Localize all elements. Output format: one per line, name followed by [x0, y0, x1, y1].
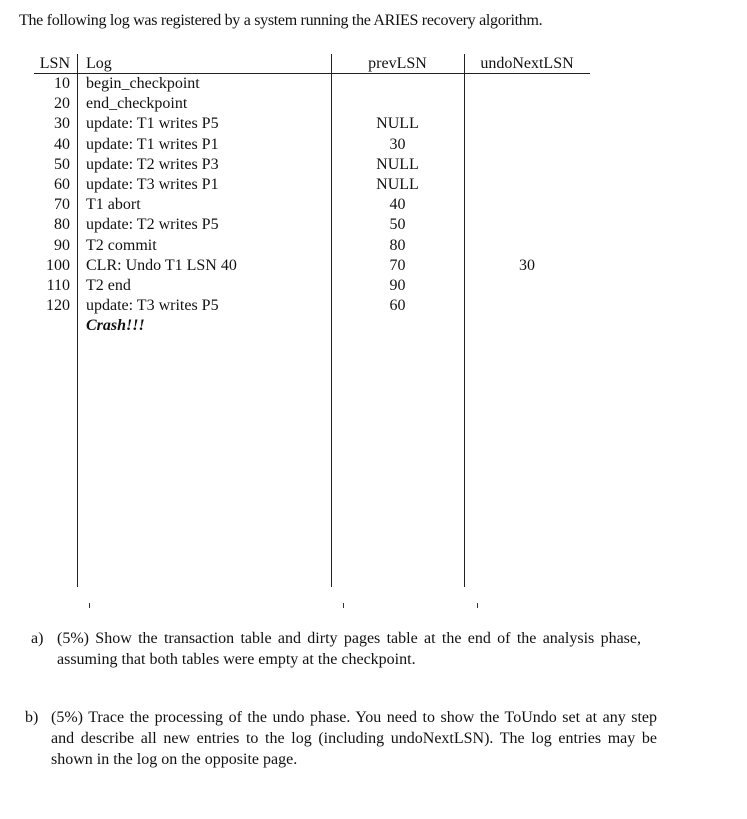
cell-log: update: T2 writes P5 [86, 216, 219, 234]
header-lsn: LSN [39, 55, 70, 72]
cell-prevlsn: 30 [389, 135, 406, 153]
cell-log: T1 abort [86, 196, 141, 214]
cell-log: update: T1 writes P5 [86, 115, 219, 133]
cell-log: CLR: Undo T1 LSN 40 [86, 256, 237, 274]
column-tick-mark [477, 603, 478, 608]
cell-undonextlsn: 30 [519, 256, 535, 274]
cell-log: update: T3 writes P5 [86, 297, 219, 315]
table-row [0, 175, 747, 195]
cell-log: update: T2 writes P3 [86, 155, 219, 173]
cell-lsn: 50 [54, 155, 70, 173]
column-tick-mark [343, 603, 344, 608]
table-row [0, 256, 747, 276]
header-prevlsn: prevLSN [368, 55, 427, 72]
intro-text: The following log was registered by a system running the ARIES recovery algorithm. [19, 12, 543, 29]
table-row [0, 94, 747, 114]
column-tick-mark [89, 603, 90, 608]
cell-log: end_checkpoint [86, 95, 188, 113]
cell-prevlsn: NULL [376, 115, 419, 133]
table-row [0, 236, 747, 256]
cell-lsn: 110 [46, 276, 70, 294]
question-a-text: (5%) Show the transaction table and dirty pages table at the end of the analysis phase, assuming that both tables were empty at the checkpoint. [57, 630, 641, 668]
table-row [0, 215, 747, 235]
cell-prevlsn: 50 [389, 216, 406, 234]
cell-log: update: T1 writes P1 [86, 135, 219, 153]
cell-prevlsn: NULL [376, 175, 419, 193]
table-row [0, 296, 747, 316]
table-row [0, 135, 747, 155]
cell-log: T2 end [86, 276, 131, 294]
question-a-label: a) [31, 630, 44, 647]
cell-lsn: 30 [54, 115, 70, 133]
crash-marker: Crash!!! [86, 317, 145, 334]
cell-log: T2 commit [86, 236, 157, 254]
cell-lsn: 20 [54, 95, 70, 113]
cell-lsn: 10 [54, 75, 70, 92]
cell-lsn: 70 [54, 196, 70, 214]
table-row [0, 74, 747, 94]
header-log: Log [86, 55, 112, 72]
question-b-label: b) [25, 709, 39, 726]
cell-prevlsn: 60 [389, 297, 406, 315]
table-row [0, 276, 747, 296]
cell-prevlsn: 80 [389, 236, 406, 254]
cell-log: begin_checkpoint [86, 75, 200, 92]
header-undonextlsn: undoNextLSN [480, 55, 574, 72]
table-row [0, 114, 747, 134]
cell-lsn: 120 [46, 297, 70, 315]
cell-lsn: 80 [54, 216, 70, 234]
question-b-text: (5%) Trace the processing of the undo phase. You need to show the ToUndo set at any step and describe all new entries to the log (including undoNextLSN). The log entries may be shown in the log on the opposite page. [51, 709, 657, 768]
log-rows [0, 74, 747, 316]
cell-prevlsn: NULL [376, 155, 419, 173]
cell-lsn: 60 [54, 175, 70, 193]
cell-lsn: 40 [54, 135, 70, 153]
table-row [0, 195, 747, 215]
table-row [0, 155, 747, 175]
cell-prevlsn: 40 [389, 196, 406, 214]
cell-prevlsn: 70 [389, 256, 406, 274]
cell-prevlsn: 90 [389, 276, 406, 294]
cell-lsn: 100 [46, 256, 70, 274]
cell-log: update: T3 writes P1 [86, 175, 219, 193]
cell-lsn: 90 [54, 236, 70, 254]
